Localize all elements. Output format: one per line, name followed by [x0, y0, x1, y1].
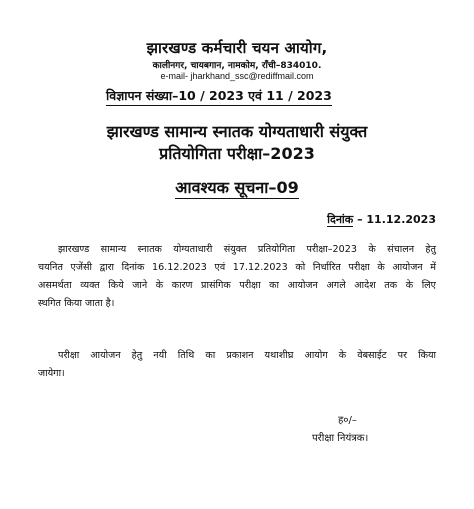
paragraph-line: स्थगित किया जाता है। — [38, 298, 115, 309]
exam-title-line-1: झारखण्ड सामान्य स्नातक योग्यताधारी संयुक्त — [106, 122, 368, 141]
organization-address: कालीनगर, चायबगान, नामकोम, राँची–834010. — [152, 61, 322, 71]
date-separator: – — [357, 213, 363, 226]
paragraph-line: असमर्थता व्यक्त किये जाने के कारण प्रासंगिक परीक्षा का आयोजन अगले आदेश तक के लिए — [38, 280, 436, 291]
body-paragraph-2 — [38, 347, 436, 383]
body-paragraph-1 — [38, 241, 436, 313]
signature-mark: ह०/– — [338, 415, 357, 426]
notice-heading — [0, 176, 474, 198]
notice-date — [327, 212, 436, 227]
signature-designation: परीक्षा नियंत्रक। — [312, 433, 369, 444]
advertisement-number: विज्ञापन संख्या–10 / 2023 एवं 11 / 2023 — [106, 87, 332, 106]
paragraph-line: झारखण्ड सामान्य स्नातक योग्यताधारी संयुक्त प्रतियोगिता परीक्षा–2023 के संचालन हेतु — [58, 244, 436, 255]
organization-name: झारखण्ड कर्मचारी चयन आयोग, — [146, 39, 328, 57]
exam-title-line-2: प्रतियोगिता परीक्षा–2023 — [159, 144, 315, 163]
organization-email: e-mail- jharkhand_ssc@rediffmail.com — [160, 71, 314, 81]
paragraph-line: परीक्षा आयोजन हेतु नयी तिथि का प्रकाशन यथाशीघ्र आयोग के वेबसाईट पर किया — [58, 350, 436, 361]
paragraph-line: चयनित एजेंसी द्वारा दिनांक 16.12.2023 एवं 17.12.2023 को निर्धारित परीक्षा के आयोजन में — [38, 262, 436, 273]
notice-heading-text: आवश्यक सूचना–09 — [175, 178, 299, 197]
date-label: दिनांक — [327, 213, 354, 226]
paragraph-line: जायेगा। — [38, 368, 65, 379]
date-value: 11.12.2023 — [366, 213, 436, 226]
